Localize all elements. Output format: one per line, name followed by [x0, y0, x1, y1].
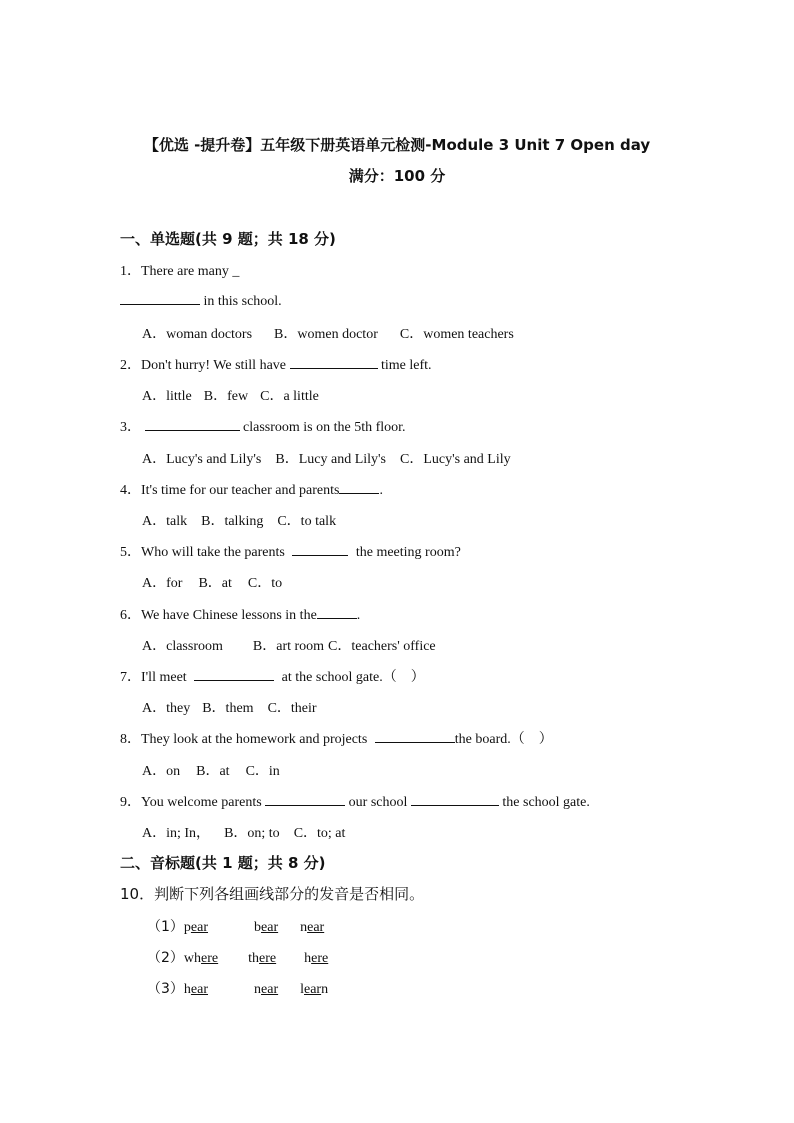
option-b: B．few: [203, 389, 249, 404]
option-a: A．talk: [142, 514, 188, 529]
question-1-options: [142, 323, 514, 343]
question-7-options: [142, 697, 317, 717]
option-c: C．to; at: [293, 826, 346, 841]
phonetic-group-1: [147, 916, 324, 936]
question-9-options: [142, 822, 345, 842]
option-a: A．classroom: [142, 639, 223, 654]
answer-blank: [339, 481, 379, 494]
question-text: .: [379, 483, 383, 498]
question-text: It's time for our teacher and parents: [141, 483, 340, 498]
question-text: the meeting room?: [355, 545, 461, 560]
question-8: [120, 728, 553, 748]
word: bear: [254, 920, 279, 935]
option-c: C．to talk: [277, 514, 337, 529]
question-3-options: [142, 448, 511, 468]
question-number: 4．: [120, 483, 141, 498]
option-a: A．in; In，: [142, 826, 211, 841]
phonetic-group-2: [147, 947, 328, 967]
question-text: the school gate.: [502, 795, 590, 810]
option-c: C．in: [245, 764, 280, 779]
question-text: the board.（ ）: [454, 732, 553, 747]
section-heading-single-choice: 一、单选题(共 9 题；共 18 分): [120, 230, 336, 248]
question-number: 1．: [120, 264, 141, 279]
option-b: B．women doctor: [274, 327, 378, 342]
question-6-options: [142, 635, 436, 655]
question-8-options: [142, 760, 280, 780]
option-b: B．on; to: [224, 826, 280, 841]
answer-blank: [411, 793, 499, 806]
question-10: 10．判断下列各组画线部分的发音是否相同。: [120, 885, 425, 903]
answer-blank: [375, 730, 455, 743]
question-1: [120, 260, 239, 280]
question-4-options: [142, 510, 336, 530]
question-text: Don't hurry! We still have: [141, 358, 286, 373]
answer-blank: [317, 606, 357, 619]
question-number: 5．: [120, 545, 141, 560]
question-text: We have Chinese lessons in the: [141, 608, 317, 623]
answer-blank: [265, 793, 345, 806]
score-total: 满分：100 分: [348, 167, 446, 185]
question-number: 3．: [120, 420, 141, 435]
question-2-options: [142, 385, 319, 405]
phonetic-group-3: [147, 978, 328, 998]
option-b: B．Lucy and Lily's: [275, 452, 386, 467]
option-b: B．them: [202, 701, 254, 716]
question-text: Who will take the parents: [141, 545, 285, 560]
option-b: B．art room: [252, 639, 325, 654]
option-b: B．talking: [201, 514, 264, 529]
answer-blank: [120, 292, 200, 305]
question-number: 7．: [120, 670, 141, 685]
option-b: B．at: [196, 764, 230, 779]
question-text: You welcome parents: [141, 795, 262, 810]
group-label: （3）: [147, 981, 184, 997]
question-text: They look at the homework and projects: [141, 732, 368, 747]
answer-blank: [290, 356, 378, 369]
option-a: A．for: [142, 576, 183, 591]
word: near: [254, 982, 279, 997]
question-number: 2．: [120, 358, 141, 373]
answer-blank: [145, 418, 240, 431]
question-2: [120, 354, 432, 374]
question-5: [120, 541, 461, 561]
option-c: C．a little: [260, 389, 319, 404]
group-label: （2）: [147, 950, 184, 966]
question-3: [120, 416, 406, 436]
question-1-continued: [120, 292, 282, 310]
answer-blank: [194, 668, 274, 681]
question-text: I'll meet: [141, 670, 187, 685]
question-9: [120, 791, 590, 811]
question-text: at the school gate.（ ）: [281, 670, 425, 685]
option-a: A．woman doctors: [142, 327, 253, 342]
word: where: [183, 951, 219, 966]
question-6: [120, 604, 360, 624]
question-text: time left.: [381, 358, 432, 373]
question-4: [120, 479, 383, 499]
option-a: A．they: [142, 701, 191, 716]
option-c: C．their: [267, 701, 317, 716]
question-text: There are many _: [141, 264, 240, 279]
question-text: in this school.: [203, 294, 282, 309]
option-a: A．little: [142, 389, 192, 404]
question-number: 8．: [120, 732, 141, 747]
word: there: [248, 951, 277, 966]
option-c: C．Lucy's and Lily: [400, 452, 511, 467]
question-7: [120, 666, 425, 686]
question-text: .: [356, 608, 361, 623]
option-a: A．on: [142, 764, 181, 779]
question-text: our school: [348, 795, 408, 810]
question-number: 6．: [120, 608, 141, 623]
page-title: 【优选 -提升卷】五年级下册英语单元检测-Module 3 Unit 7 Open day: [143, 136, 651, 154]
option-c: C．teachers' office: [328, 639, 436, 654]
word: near: [300, 920, 325, 935]
word: here: [304, 951, 329, 966]
option-a: A．Lucy's and Lily's: [142, 452, 262, 467]
question-text: classroom is on the 5th floor.: [243, 420, 406, 435]
group-label: （1）: [147, 919, 184, 935]
option-c: C．to: [247, 576, 283, 591]
answer-blank: [292, 543, 348, 556]
section-heading-phonetics: 二、音标题(共 1 题；共 8 分): [120, 854, 326, 872]
word: pear: [183, 920, 209, 935]
word: learn: [300, 982, 329, 997]
option-b: B．at: [198, 576, 232, 591]
question-5-options: [142, 572, 282, 592]
word: hear: [183, 982, 209, 997]
option-c: C．women teachers: [399, 327, 514, 342]
question-number: 9．: [120, 795, 141, 810]
